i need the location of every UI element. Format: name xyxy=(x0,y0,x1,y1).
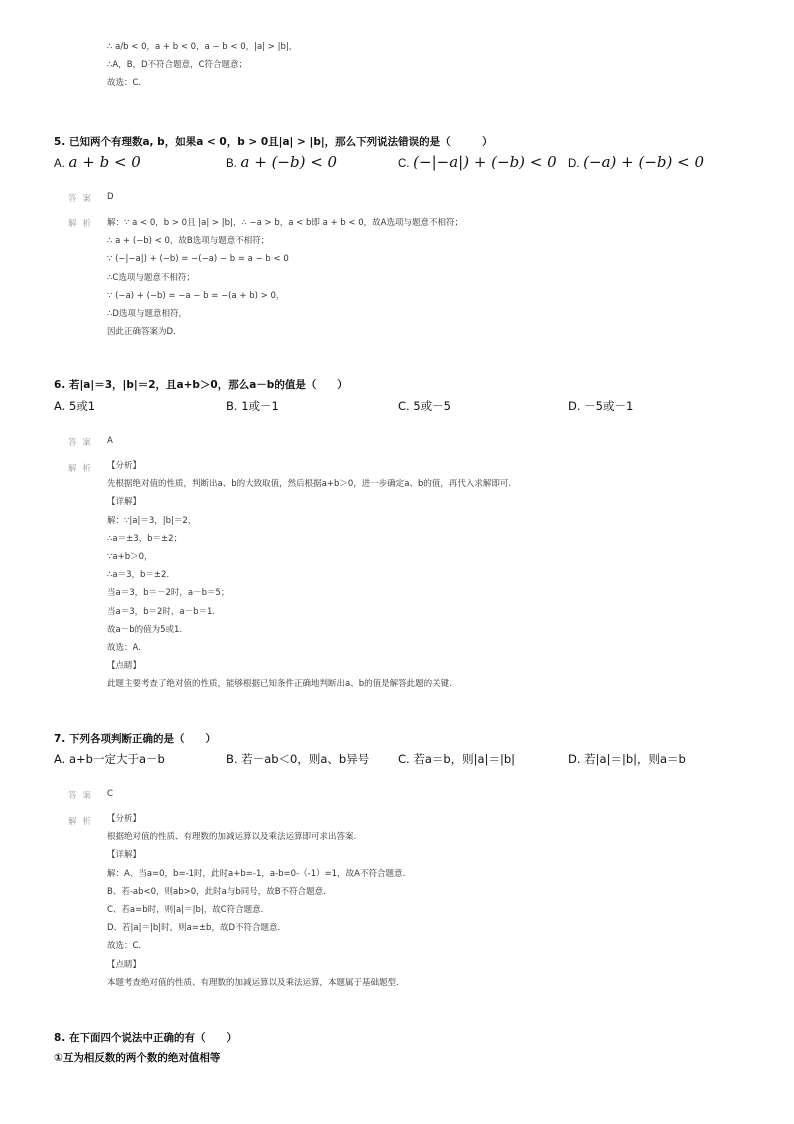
analysis-label: 解析 xyxy=(68,464,98,474)
option-b: B. a + (−b) < 0 xyxy=(226,153,338,171)
answer-value: C xyxy=(107,789,113,799)
analysis-line: D、若|a|＝|b|时，则a=±b，故D不符合题意. xyxy=(107,923,281,934)
option-a: A. a + b < 0 xyxy=(54,153,141,171)
option-d: D. －5或－1 xyxy=(568,399,634,413)
question-number: 5. xyxy=(54,136,66,148)
answer-value: D xyxy=(107,192,114,202)
question-5-stem xyxy=(54,134,493,149)
solution-line: ∴A，B，D不符合题意，C符合题意； xyxy=(107,60,248,71)
question-6-analysis xyxy=(107,457,511,693)
analysis-line: 【点睛】 xyxy=(107,661,142,672)
analysis-line: 【分析】 xyxy=(107,814,142,824)
analysis-line: ∴D选项与题意相符， xyxy=(107,308,187,319)
question-7-options xyxy=(54,751,754,771)
analysis-line: ∵ (−|−a|) + (−b) = −(−a) − b = a − b < 0 xyxy=(107,254,289,265)
analysis-line: ∴a＝±3，b＝±2； xyxy=(107,533,183,544)
answer-value: A xyxy=(107,436,113,446)
question-text: 下列各项判断正确的是（ ） xyxy=(68,733,216,745)
option-c: C. (−|−a|) + (−b) < 0 xyxy=(398,153,557,171)
analysis-line: 本题考查绝对值的性质、有理数的加减运算以及乘法运算，本题属于基础题型. xyxy=(107,977,399,988)
analysis-line: 【分析】 xyxy=(107,461,142,471)
answer-label: 答案 xyxy=(68,194,98,204)
option-c: C. 5或－5 xyxy=(398,399,451,413)
analysis-line: 故选：C. xyxy=(107,941,142,952)
analysis-line: 【详解】 xyxy=(107,497,142,508)
option-c: C. 若a＝b，则|a|＝|b| xyxy=(398,752,516,766)
question-text: 已知两个有理数a, b，如果a < 0，b > 0且|a| > |b|，那么下列说法错误的是（ ） xyxy=(68,136,493,148)
solution-line: ∴ a/b < 0，a + b < 0，a − b < 0，|a| > |b|， xyxy=(107,42,298,52)
analysis-line: 解：∵ a < 0，b > 0且 |a| > |b|，∴ −a > b，a < b即 a + b < 0，故A选项与题意不相符； xyxy=(107,218,463,228)
analysis-line: ∴C选项与题意不相符； xyxy=(107,272,195,283)
answer-label: 答案 xyxy=(68,791,98,801)
analysis-line: 故a－b的值为5或1. xyxy=(107,624,183,635)
analysis-line: C、若a=b时，则|a|＝|b|，故C符合题意. xyxy=(107,904,264,915)
analysis-line: 【点睛】 xyxy=(107,959,142,970)
question-7-analysis xyxy=(107,810,405,992)
analysis-line: 【详解】 xyxy=(107,850,142,861)
question-text: 在下面四个说法中正确的有（ ） xyxy=(68,1032,237,1044)
option-b: B. 1或－1 xyxy=(226,399,279,413)
option-d: D. (−a) + (−b) < 0 xyxy=(568,153,704,171)
option-a: A. 5或1 xyxy=(54,399,96,413)
analysis-line: ∵ (−a) + (−b) = −a − b = −(a + b) > 0， xyxy=(107,290,285,301)
question-number: 6. xyxy=(54,379,66,391)
analysis-line: 此题主要考查了绝对值的性质，能够根据已知条件正确地判断出a、b的值是解答此题的关键. xyxy=(107,679,452,690)
question-number: 7. xyxy=(54,733,66,745)
analysis-line: 先根据绝对值的性质，判断出a、b的大致取值，然后根据a+b＞0，进一步确定a、b的值，再代入求解即可. xyxy=(107,479,512,490)
analysis-line: 当a＝3，b＝－2时，a－b＝5； xyxy=(107,588,230,599)
analysis-label: 解析 xyxy=(68,817,98,827)
analysis-line: 因此正确答案为D. xyxy=(107,327,176,338)
question-number: 8. xyxy=(54,1032,66,1044)
question-6-stem xyxy=(54,377,348,392)
analysis-line: 当a＝3，b＝2时，a－b＝1. xyxy=(107,606,216,617)
question-text: 若|a|＝3，|b|＝2，且a+b＞0，那么a－b的值是（ ） xyxy=(68,379,348,391)
option-d: D. 若|a|＝|b|，则a＝b xyxy=(568,752,686,766)
question-5-analysis xyxy=(107,214,463,341)
answer-label: 答案 xyxy=(68,438,98,448)
analysis-line: ∴ a + (−b) < 0，故B选项与题意不相符； xyxy=(107,236,270,247)
analysis-line: 解：A、当a=0，b=-1时，此时a+b=-1，a-b=0-（-1）=1，故A不符合题意. xyxy=(107,868,406,879)
analysis-line: ∵a+b＞0， xyxy=(107,551,153,562)
question-5-options xyxy=(54,153,754,173)
analysis-line: 故选：A. xyxy=(107,642,141,653)
analysis-line: B、若-ab<0，则ab>0，此时a与b同号，故B不符合题意. xyxy=(107,886,326,897)
analysis-line: 根据绝对值的性质、有理数的加减运算以及乘法运算即可求出答案. xyxy=(107,832,357,843)
question-8-stem xyxy=(54,1030,237,1045)
question-8-statement-1: ①互为相反数的两个数的绝对值相等 xyxy=(54,1052,221,1064)
option-b: B. 若－ab＜0，则a、b异号 xyxy=(226,752,370,766)
solution-line: 故选：C. xyxy=(107,78,142,89)
analysis-label: 解析 xyxy=(68,219,98,229)
question-6-options xyxy=(54,398,754,418)
analysis-line: ∴a＝3，b＝±2. xyxy=(107,570,170,581)
previous-solution xyxy=(107,38,297,93)
option-a: A. a+b一定大于a－b xyxy=(54,752,165,766)
analysis-line: 解：∵|a|＝3，|b|＝2， xyxy=(107,515,197,526)
question-7-stem xyxy=(54,731,216,746)
